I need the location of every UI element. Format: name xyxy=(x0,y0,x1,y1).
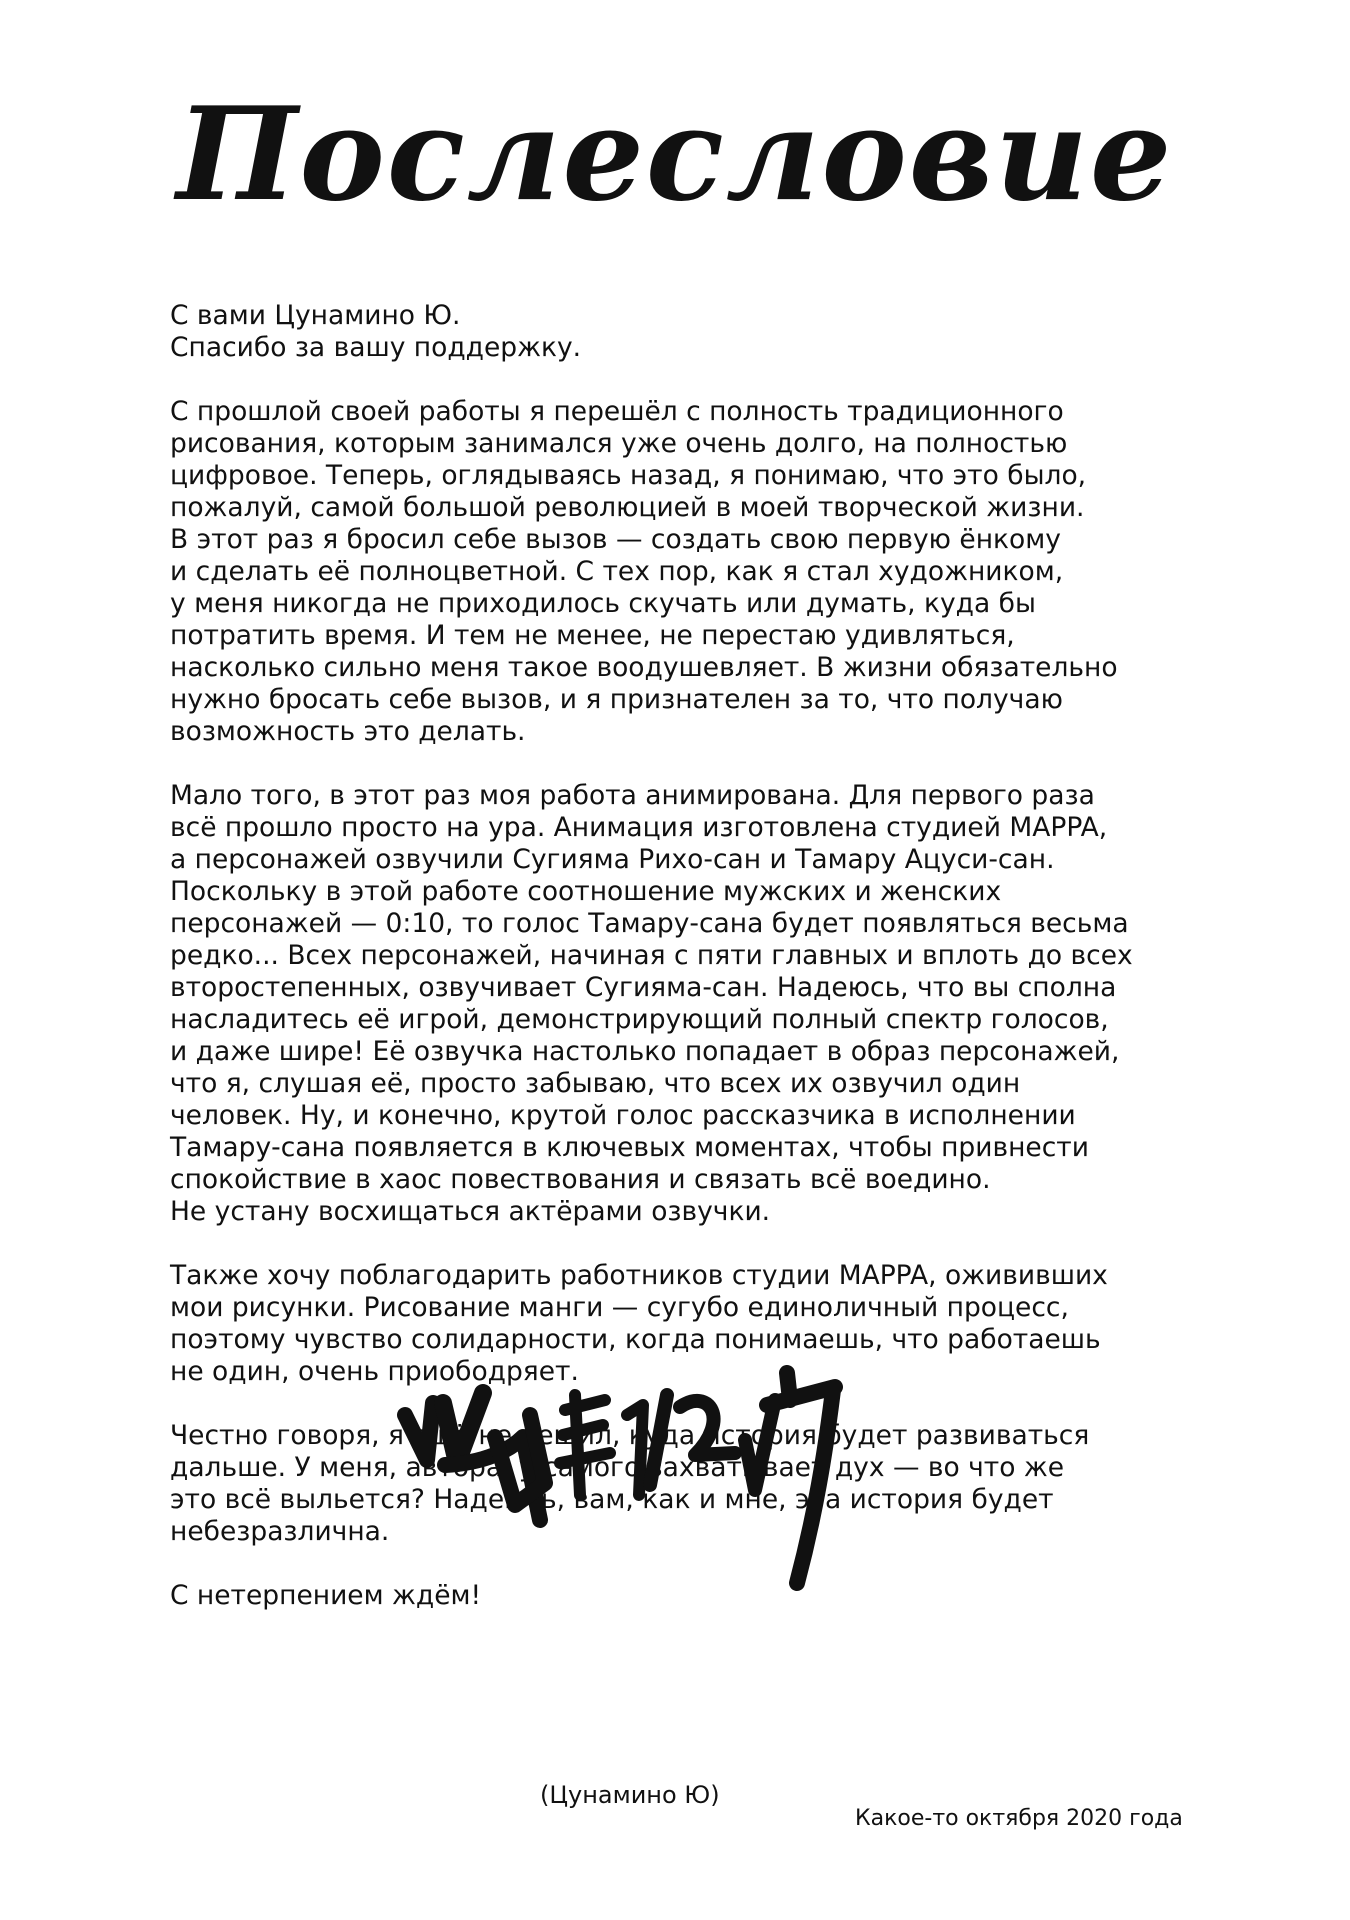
text-line: В этот раз я бросил себе вызов — создать свою первую ёнкому xyxy=(170,524,1061,555)
date-line: Какое-то октября 2020 года xyxy=(855,1806,1183,1831)
text-line: человек. Ну, и конечно, крутой голос рассказчика в исполнении xyxy=(170,1100,1076,1131)
text-line: редко... Всех персонажей, начиная с пяти главных и вплоть до всех xyxy=(170,940,1133,971)
paragraph xyxy=(170,396,1180,748)
text-line: у меня никогда не приходилось скучать или думать, куда бы xyxy=(170,588,1036,619)
text-line: рисования, которым занимался уже очень долго, на полностью xyxy=(170,428,1068,459)
text-line: что я, слушая её, просто забываю, что всех их озвучил один xyxy=(170,1068,1021,1099)
text-line: а персонажей озвучили Сугияма Рихо-сан и Тамару Ацуси-сан. xyxy=(170,844,1055,875)
text-line: цифровое. Теперь, оглядываясь назад, я понимаю, что это было, xyxy=(170,460,1087,491)
text-line: всё прошло просто на ура. Анимация изготовлена студией MAPPA, xyxy=(170,812,1108,843)
text-line: Поскольку в этой работе соотношение мужских и женских xyxy=(170,876,1002,907)
text-line: Тамару-сана появляется в ключевых моментах, чтобы привнести xyxy=(170,1132,1089,1163)
text-line: насколько сильно меня такое воодушевляет. В жизни обязательно xyxy=(170,652,1118,683)
paragraph xyxy=(170,300,1180,364)
text-line: потратить время. И тем не менее, не перестаю удивляться, xyxy=(170,620,1015,651)
text-line: С вами Цунамино Ю. xyxy=(170,300,461,331)
text-line: С нетерпением ждём! xyxy=(170,1580,482,1611)
author-signature xyxy=(395,1345,885,1595)
text-line: спокойствие в хаос повествования и связать всё воедино. xyxy=(170,1164,991,1195)
text-line: поэтому чувство солидарности, когда понимаешь, что работаешь xyxy=(170,1324,1101,1355)
text-line: насладитесь её игрой, демонстрирующий полный спектр голосов, xyxy=(170,1004,1109,1035)
text-line: небезразлична. xyxy=(170,1516,390,1547)
text-line: персонажей — 0:10, то голос Тамару-сана будет появляться весьма xyxy=(170,908,1129,939)
paragraph xyxy=(170,780,1180,1228)
text-line: дальше. У меня, автора, у самого захватывает дух — во что же xyxy=(170,1452,1065,1483)
text-line: Не устану восхищаться актёрами озвучки. xyxy=(170,1196,771,1227)
signature-caption: (Цунамино Ю) xyxy=(540,1781,720,1809)
text-line: С прошлой своей работы я перешёл с полность традиционного xyxy=(170,396,1064,427)
text-line: нужно бросать себе вызов, и я признателен за то, что получаю xyxy=(170,684,1063,715)
text-line: мои рисунки. Рисование манги — сугубо единоличный процесс, xyxy=(170,1292,1069,1323)
text-line: не один, очень приободряет. xyxy=(170,1356,579,1387)
text-line: возможность это делать. xyxy=(170,716,526,747)
text-line: второстепенных, озвучивает Сугияма-сан. Надеюсь, что вы сполна xyxy=(170,972,1117,1003)
text-line: Спасибо за вашу поддержку. xyxy=(170,332,582,363)
text-line: и сделать её полноцветной. С тех пор, как я стал художником, xyxy=(170,556,1064,587)
text-line: и даже шире! Её озвучка настолько попадает в образ персонажей, xyxy=(170,1036,1120,1067)
text-line: Также хочу поблагодарить работников студии MAPPA, ожививших xyxy=(170,1260,1108,1291)
text-line: Честно говоря, я ещё не решил, куда история будет развиваться xyxy=(170,1420,1090,1451)
page-title: Послесловие xyxy=(176,80,1174,230)
text-line: это всё выльется? Надеюсь, вам, как и мне, эта история будет xyxy=(170,1484,1054,1515)
text-line: пожалуй, самой большой революцией в моей творческой жизни. xyxy=(170,492,1085,523)
text-line: Мало того, в этот раз моя работа анимирована. Для первого раза xyxy=(170,780,1095,811)
